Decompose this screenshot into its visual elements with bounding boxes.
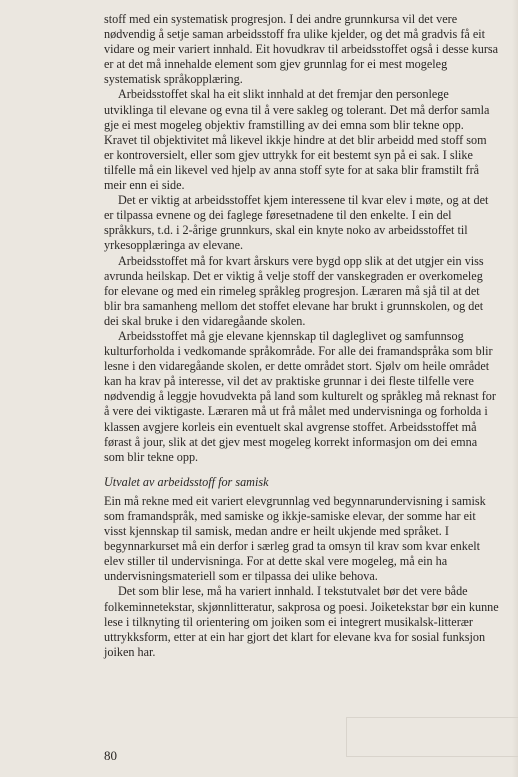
page-number: 80 — [104, 748, 117, 763]
text-column — [104, 12, 499, 660]
page-edge-shadow — [512, 0, 518, 777]
paragraph-student-interests: Det er viktig at arbeidsstoffet kjem interessene til kvar elev i møte, og at det er tilpassa evnene og dei faglege føresetnadene til den enkelte. I ein del språkkurs, t.d. i 2-årige grunnkurs, skal ein knyte noko av arbeidsstoffet til yrkesopplæringa av elevane. — [104, 193, 489, 253]
paragraph-course-structure: Arbeidsstoffet må for kvart årskurs vere bygd opp slik at det utgjer ein viss avrunda heilskap. Det er viktig å velje stoff der vanskegraden er overkomeleg for elevane og med ein rimeleg språkleg progresjon. Læraren må sjå til at det blir bra samanheng mellom det stoffet elevane har brukt i grunnskolen, og det dei skal bruke i den vidaregåande skolen. — [104, 253, 484, 328]
paragraph-continuation: stoff med ein systematisk progresjon. I dei andre grunnkursa vil det vere nødvendig å setje saman arbeidsstoff fra ulike kjelder, og det må gradvis få eit vidare og meir variert innhald. Eit hovudkrav til arbeidsstoffet også i desse kursa er at det må innehalde element som gjev grunnlag for ei mest mogeleg systematisk språkopplæring. — [104, 12, 499, 87]
margin-frame — [346, 717, 518, 757]
paragraph-sami-beginners: Ein må rekne med eit variert elevgrunnlag ved begynnarundervisning i samisk som framandspråk, med samiske og ikkje-samiske elevar, der somme har eit visst kjennskap til samisk, medan andre er heilt ukjende med språket. I begynnarkurset må ein derfor i særleg grad ta omsyn til krav som kvar enkelt elev stiller til undervisninga. For at dette skal vere mogeleg, må ein ha undervisningsmateriell som er tilpassa dei ulike behova. — [104, 493, 486, 584]
paragraph-content-requirements: Arbeidsstoffet skal ha eit slikt innhald at det fremjar den personlege utviklinga til elevane og evna til å vere sakleg og tolerant. Det må derfor samla gje ei mest mogeleg objektiv framstilling av dei emna som blir tekne opp. Kravet til objektivitet må likevel ikkje hindre at det blir arbeidd med stoff som er kontroversielt, eller som gjev uttrykk for eit bestemt syn på ei sak. I slike tilfelle må ein likevel ved hjelp av anna stoff syte for at saka blir framstilt frå meir enn ei side. — [104, 87, 490, 193]
paragraph-sami-texts: Det som blir lese, må ha variert innhald. I tekstutvalet bør det vere både folkeminnetekstar, skjønnlitteratur, sakprosa og poesi. Joiketekstar bør ein kunne lese i tilknyting til orientering om joiken som ei integrert musikalsk-litterær uttrykksform, etter at ein har gjort det klart for elevane kva for sosial funksjon joiken har. — [104, 584, 499, 659]
paragraph-culture-knowledge: Arbeidsstoffet må gje elevane kjennskap til dagleglivet og samfunnsog kulturforholda i vedkomande språkområde. For alle dei framandspråka som blir lesne i den vidaregåande skolen, er dette området stort. Sjølv om heile området kan ha krav på interesse, vil det av praktiske grunnar i dei fleste tilfelle vere nødvendig å leggje hovudvekta på land som kulturelt og språkleg må reknast for å vere dei viktigaste. Læraren må ut frå målet med undervisninga og forholda i klassen avgjere korleis ein eventuelt skal avgrense stoffet. Arbeidsstoffet må førast å jour, slik at det gjev mest mogeleg korrekt informasjon om dei emna som blir tekne opp. — [104, 328, 496, 464]
section-heading: Utvalet av arbeidsstoff for samisk — [104, 474, 269, 489]
